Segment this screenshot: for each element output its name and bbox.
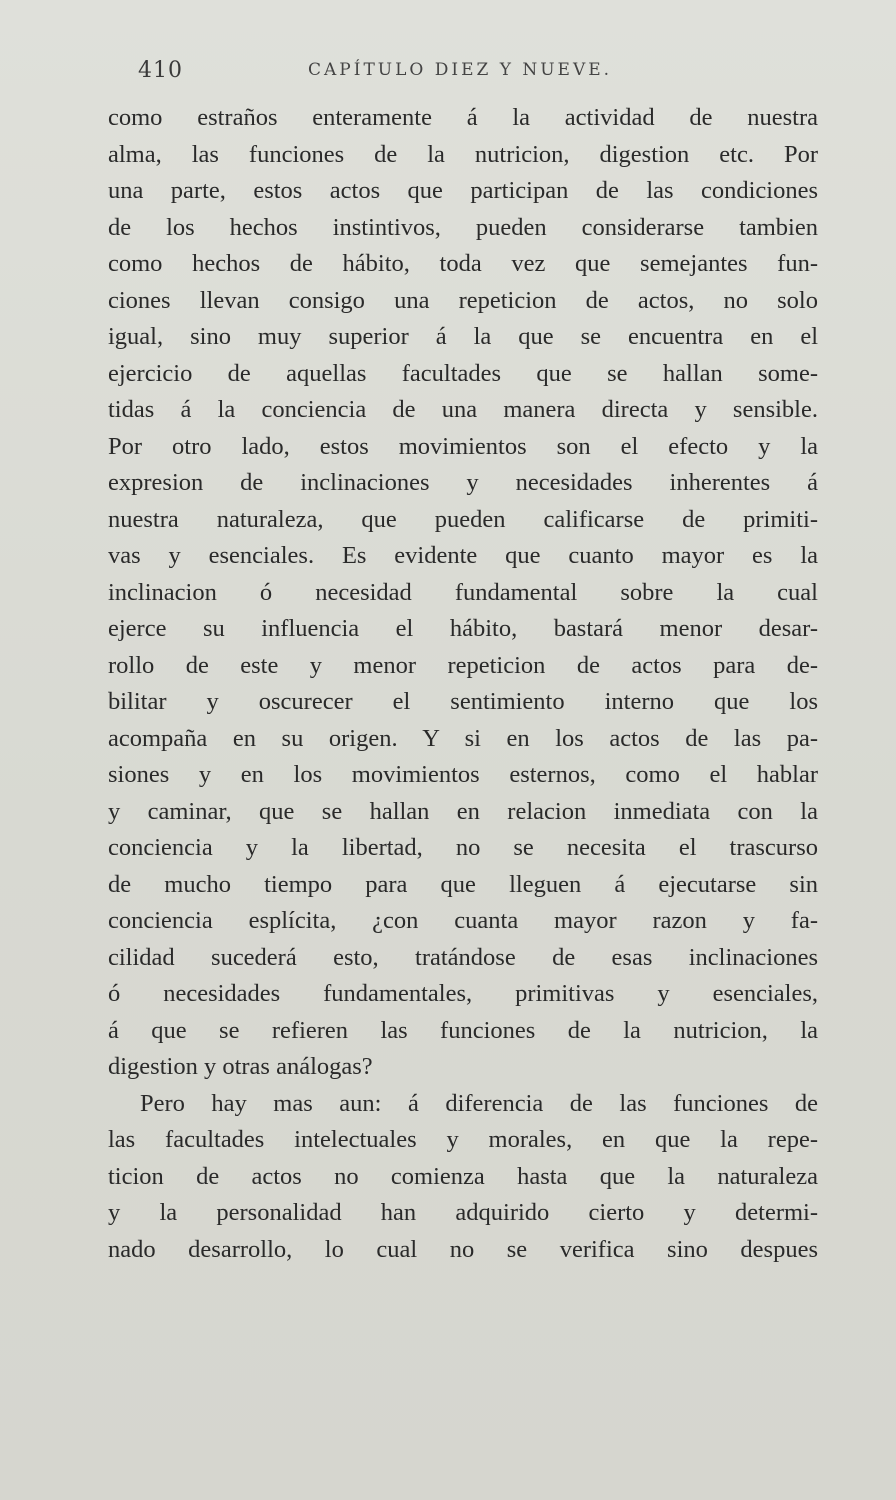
text-line: como hechos de hábito, toda vez que semejantes fun- xyxy=(108,250,818,277)
text-line: acompaña en su origen. Y si en los actos de las pa- xyxy=(108,724,818,752)
body-text xyxy=(108,100,818,1268)
text-line: las facultades intelectuales y morales, en que la repe- xyxy=(108,1126,818,1153)
text-line: nado desarrollo, lo cual no se verifica sino despues xyxy=(108,1235,818,1263)
text-line: nuestra naturaleza, que pueden calificarse de primiti- xyxy=(108,505,818,533)
text-line: de mucho tiempo para que lleguen á ejecutarse sin xyxy=(108,870,818,898)
text-line: Por otro lado, estos movimientos son el efecto y la xyxy=(108,432,818,460)
text-line: bilitar y oscurecer el sentimiento interno que los xyxy=(108,688,818,715)
page-header xyxy=(138,58,818,88)
text-line: ciones llevan consigo una repeticion de actos, no solo xyxy=(108,286,818,314)
text-line: conciencia y la libertad, no se necesita el trascurso xyxy=(108,834,818,861)
paragraph-start-line: Pero hay mas aun: á diferencia de las funciones de xyxy=(140,1089,818,1117)
text-line: igual, sino muy superior á la que se encuentra en el xyxy=(108,323,818,350)
text-line: siones y en los movimientos esternos, como el hablar xyxy=(108,761,818,788)
text-line: conciencia esplícita, ¿con cuanta mayor razon y fa- xyxy=(108,907,818,934)
text-line: rollo de este y menor repeticion de actos para de- xyxy=(108,651,818,679)
text-line: alma, las funciones de la nutricion, digestion etc. Por xyxy=(108,140,818,168)
text-line: una parte, estos actos que participan de las condiciones xyxy=(108,177,818,204)
page-number: 410 xyxy=(138,58,183,83)
text-line: como estraños enteramente á la actividad de nuestra xyxy=(108,104,818,131)
text-line: y la personalidad han adquirido cierto y determi- xyxy=(108,1199,818,1226)
running-head: CAPÍTULO DIEZ Y NUEVE. xyxy=(308,60,613,80)
text-line: inclinacion ó necesidad fundamental sobre la cual xyxy=(108,578,818,606)
text-line: ejercicio de aquellas facultades que se hallan some- xyxy=(108,359,818,387)
paragraph-end-line: digestion y otras análogas? xyxy=(108,1053,373,1080)
text-line: de los hechos instintivos, pueden considerarse tambien xyxy=(108,213,818,241)
text-line: vas y esenciales. Es evidente que cuanto mayor es la xyxy=(108,542,818,569)
text-line: tidas á la conciencia de una manera directa y sensible. xyxy=(108,396,818,423)
text-line: ticion de actos no comienza hasta que la naturaleza xyxy=(108,1162,818,1190)
text-line: ejerce su influencia el hábito, bastará menor desar- xyxy=(108,615,818,642)
text-line: ó necesidades fundamentales, primitivas y esenciales, xyxy=(108,980,818,1007)
text-line: á que se refieren las funciones de la nutricion, la xyxy=(108,1016,818,1044)
text-line: y caminar, que se hallan en relacion inmediata con la xyxy=(108,797,818,825)
text-line: cilidad sucederá esto, tratándose de esas inclinaciones xyxy=(108,943,818,971)
text-line: expresion de inclinaciones y necesidades inherentes á xyxy=(108,469,818,496)
